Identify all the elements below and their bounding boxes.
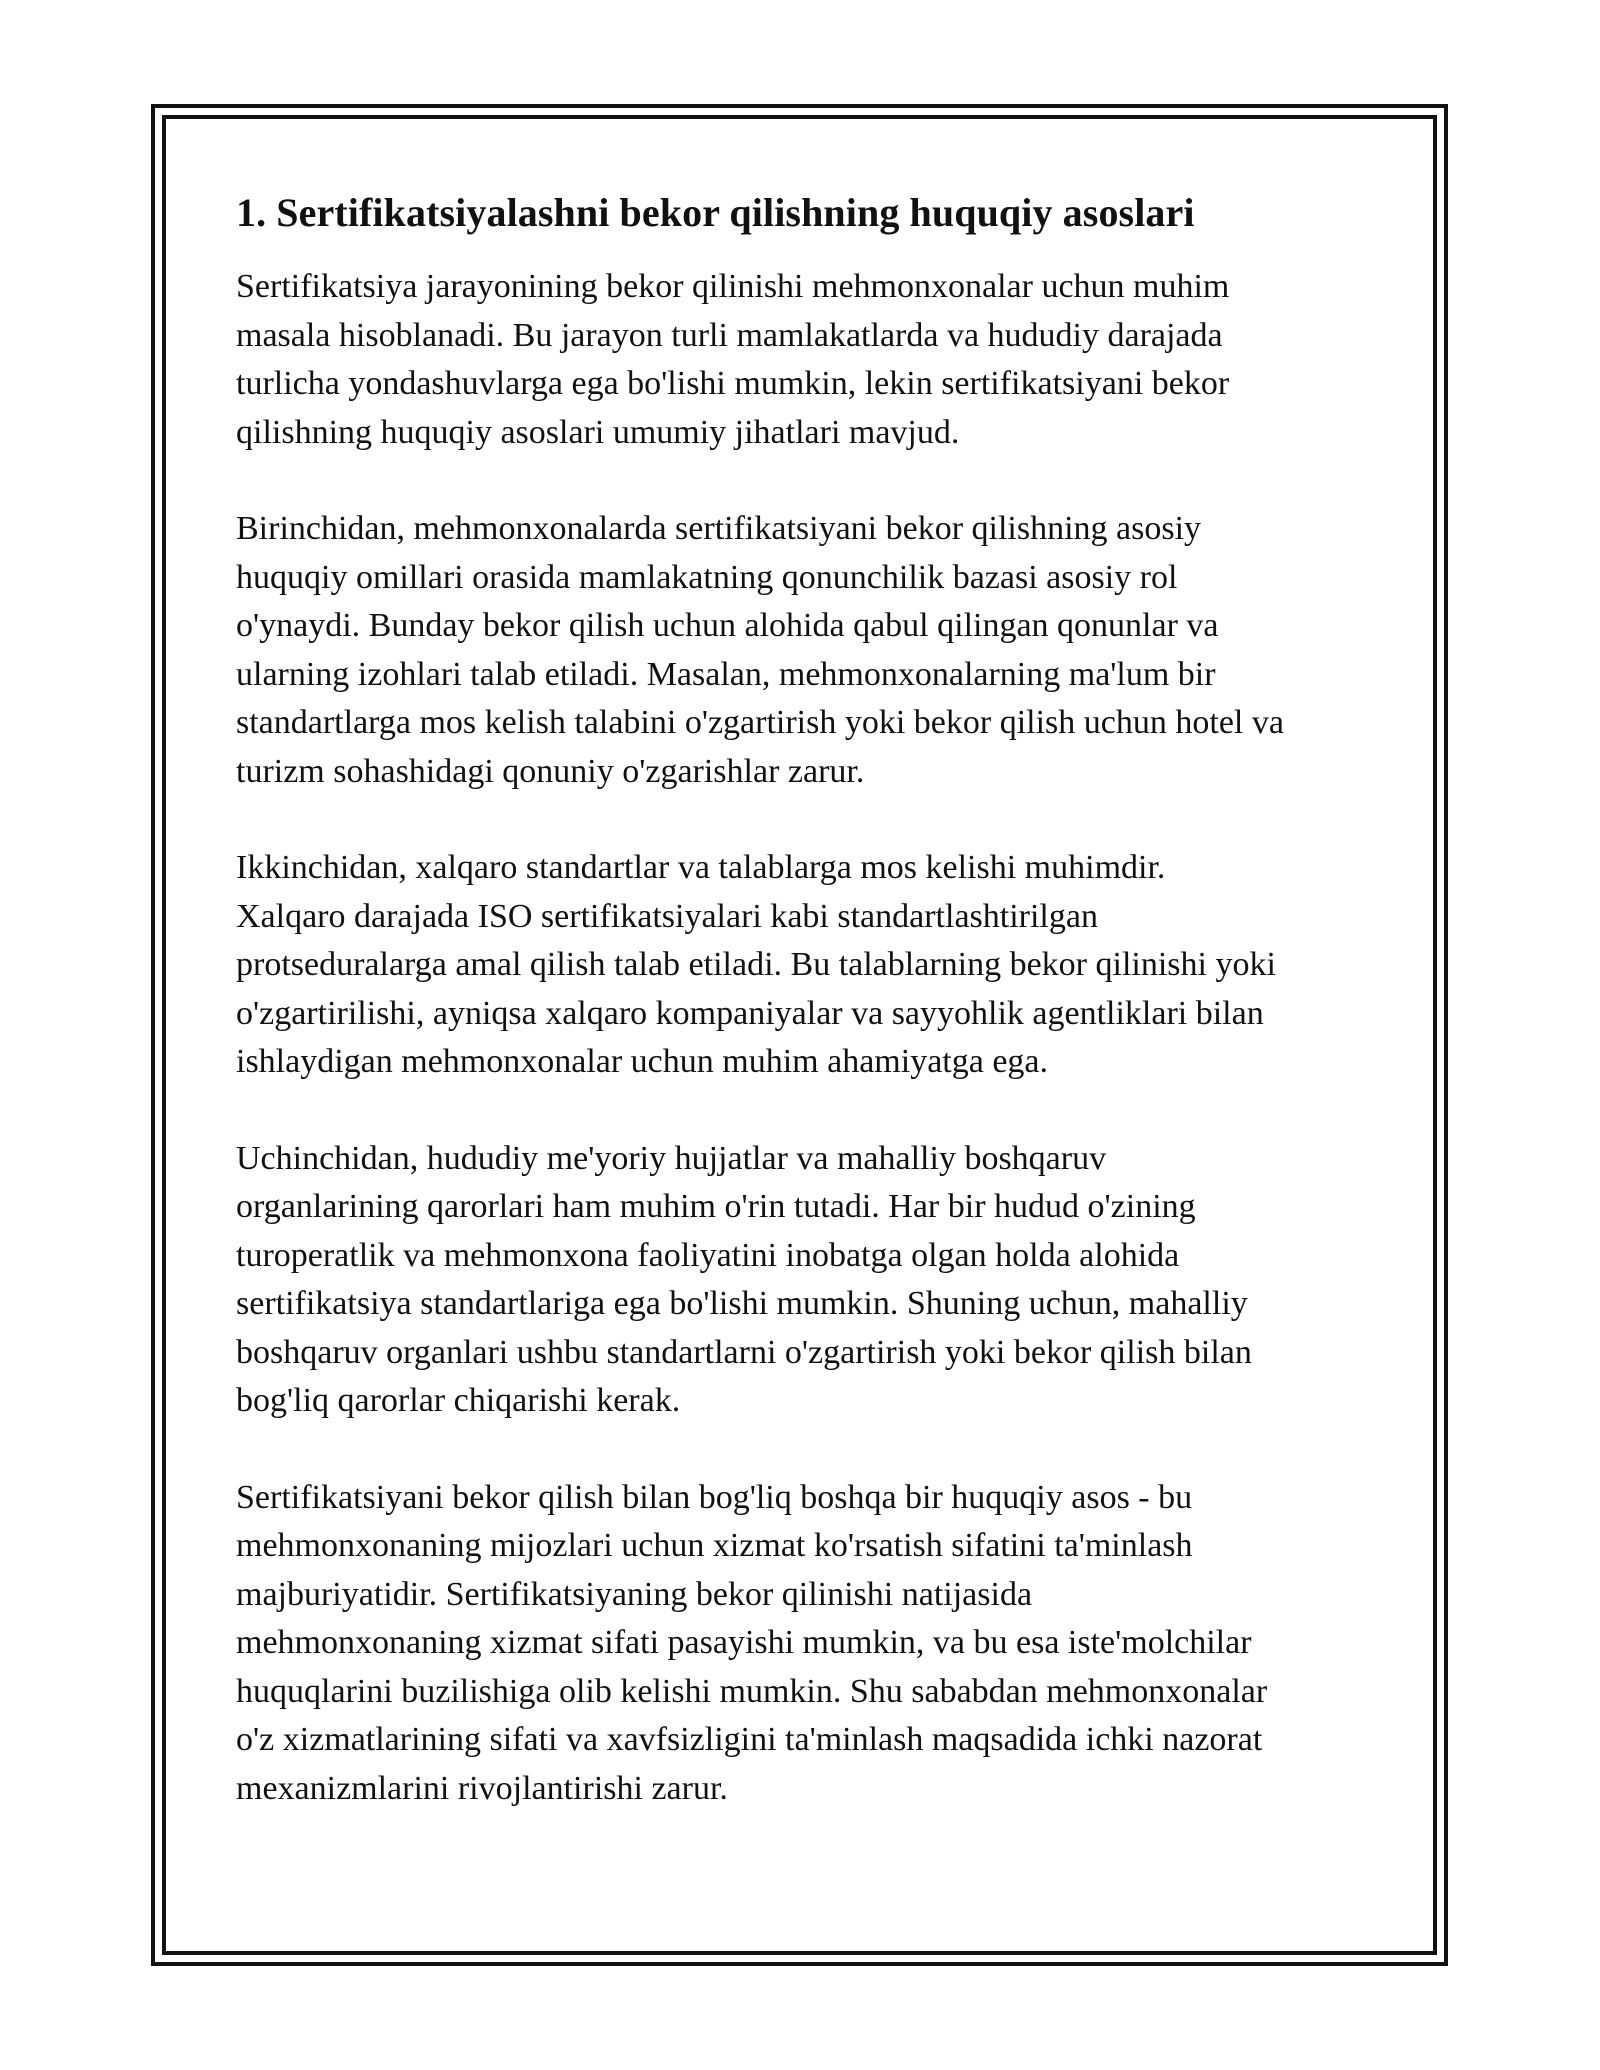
text-line: turoperatlik va mehmonxona faoliyatini inobatga olgan holda alohida — [236, 1236, 1180, 1274]
text-line: o'z xizmatlarining sifati va xavfsizligini ta'minlash maqsadida ichki nazorat — [236, 1721, 1263, 1758]
text-line: bog'liq qarorlar chiqarishi kerak. — [236, 1382, 681, 1419]
text-line: Uchinchidan, hududiy me'yoriy hujjatlar va mahalliy boshqaruv — [236, 1139, 1107, 1177]
document-body — [236, 187, 1386, 1861]
text-line: o'zgartirilishi, ayniqsa xalqaro kompaniyalar va sayyohlik agentliklari bilan — [236, 994, 1264, 1032]
text-line: turlicha yondashuvlarga ega bo'lishi mumkin, lekin sertifikatsiyani bekor — [236, 365, 1230, 402]
text-line: boshqaruv organlari ushbu standartlarni o'zgartirish yoki bekor qilish bilan — [236, 1333, 1252, 1371]
text-line: Birinchidan, mehmonxonalarda sertifikatsiyani bekor qilishning asosiy — [236, 510, 1202, 547]
text-line: Sertifikatsiya jarayonining bekor qilinishi mehmonxonalar uchun muhim — [236, 268, 1230, 305]
text-line: ularning izohlari talab etiladi. Masalan, mehmonxonalarning ma'lum bir — [236, 655, 1216, 693]
text-line: majburiyatidir. Sertifikatsiyaning bekor qilinishi natijasida — [236, 1575, 1033, 1613]
text-line: Ikkinchidan, xalqaro standartlar va talablarga mos kelishi muhimdir. — [236, 849, 1166, 886]
text-line: Xalqaro darajada ISO sertifikatsiyalari kabi standartlashtirilgan — [236, 897, 1098, 935]
text-line: mexanizmlarini rivojlantirishi zarur. — [236, 1769, 728, 1807]
text-line: mehmonxonaning xizmat sifati pasayishi mumkin, va bu esa iste'molchilar — [236, 1624, 1252, 1661]
text-line: standartlarga mos kelish talabini o'zgartirish yoki bekor qilish uchun hotel va — [236, 704, 1284, 741]
paragraph-1 — [236, 263, 1386, 457]
paragraph-5 — [236, 1474, 1386, 1814]
text-line: o'ynaydi. Bunday bekor qilish uchun alohida qabul qilingan qonunlar va — [236, 607, 1219, 644]
text-line: organlarining qarorlari ham muhim o'rin tutadi. Har bir hudud o'zining — [236, 1188, 1196, 1225]
paragraph-4 — [236, 1135, 1386, 1426]
text-line: huquqlarini buzilishiga olib kelishi mumkin. Shu sababdan mehmonxonalar — [236, 1672, 1268, 1710]
text-line: masala hisoblanadi. Bu jarayon turli mamlakatlarda va hududiy darajada — [236, 316, 1223, 354]
section-heading: 1. Sertifikatsiyalashni bekor qilishning huquqiy asoslari — [236, 190, 1195, 235]
text-line: qilishning huquqiy asoslari umumiy jihatlari mavjud. — [236, 413, 960, 451]
text-line: turizm sohashidagi qonuniy o'zgarishlar zarur. — [236, 752, 865, 790]
text-line: sertifikatsiya standartlariga ega bo'lishi mumkin. Shuning uchun, mahalliy — [236, 1285, 1248, 1322]
paragraph-2 — [236, 505, 1386, 796]
text-line: huquqiy omillari orasida mamlakatning qonunchilik bazasi asosiy rol — [236, 558, 1178, 596]
text-line: protseduralarga amal qilish talab etiladi. Bu talablarning bekor qilinishi yoki — [236, 946, 1276, 983]
text-line: mehmonxonaning mijozlari uchun xizmat ko'rsatish sifatini ta'minlash — [236, 1527, 1193, 1564]
text-line: Sertifikatsiyani bekor qilish bilan bog'liq boshqa bir huquqiy asos - bu — [236, 1478, 1193, 1516]
text-line: ishlaydigan mehmonxonalar uchun muhim ahamiyatga ega. — [236, 1043, 1048, 1080]
paragraph-3 — [236, 844, 1386, 1087]
